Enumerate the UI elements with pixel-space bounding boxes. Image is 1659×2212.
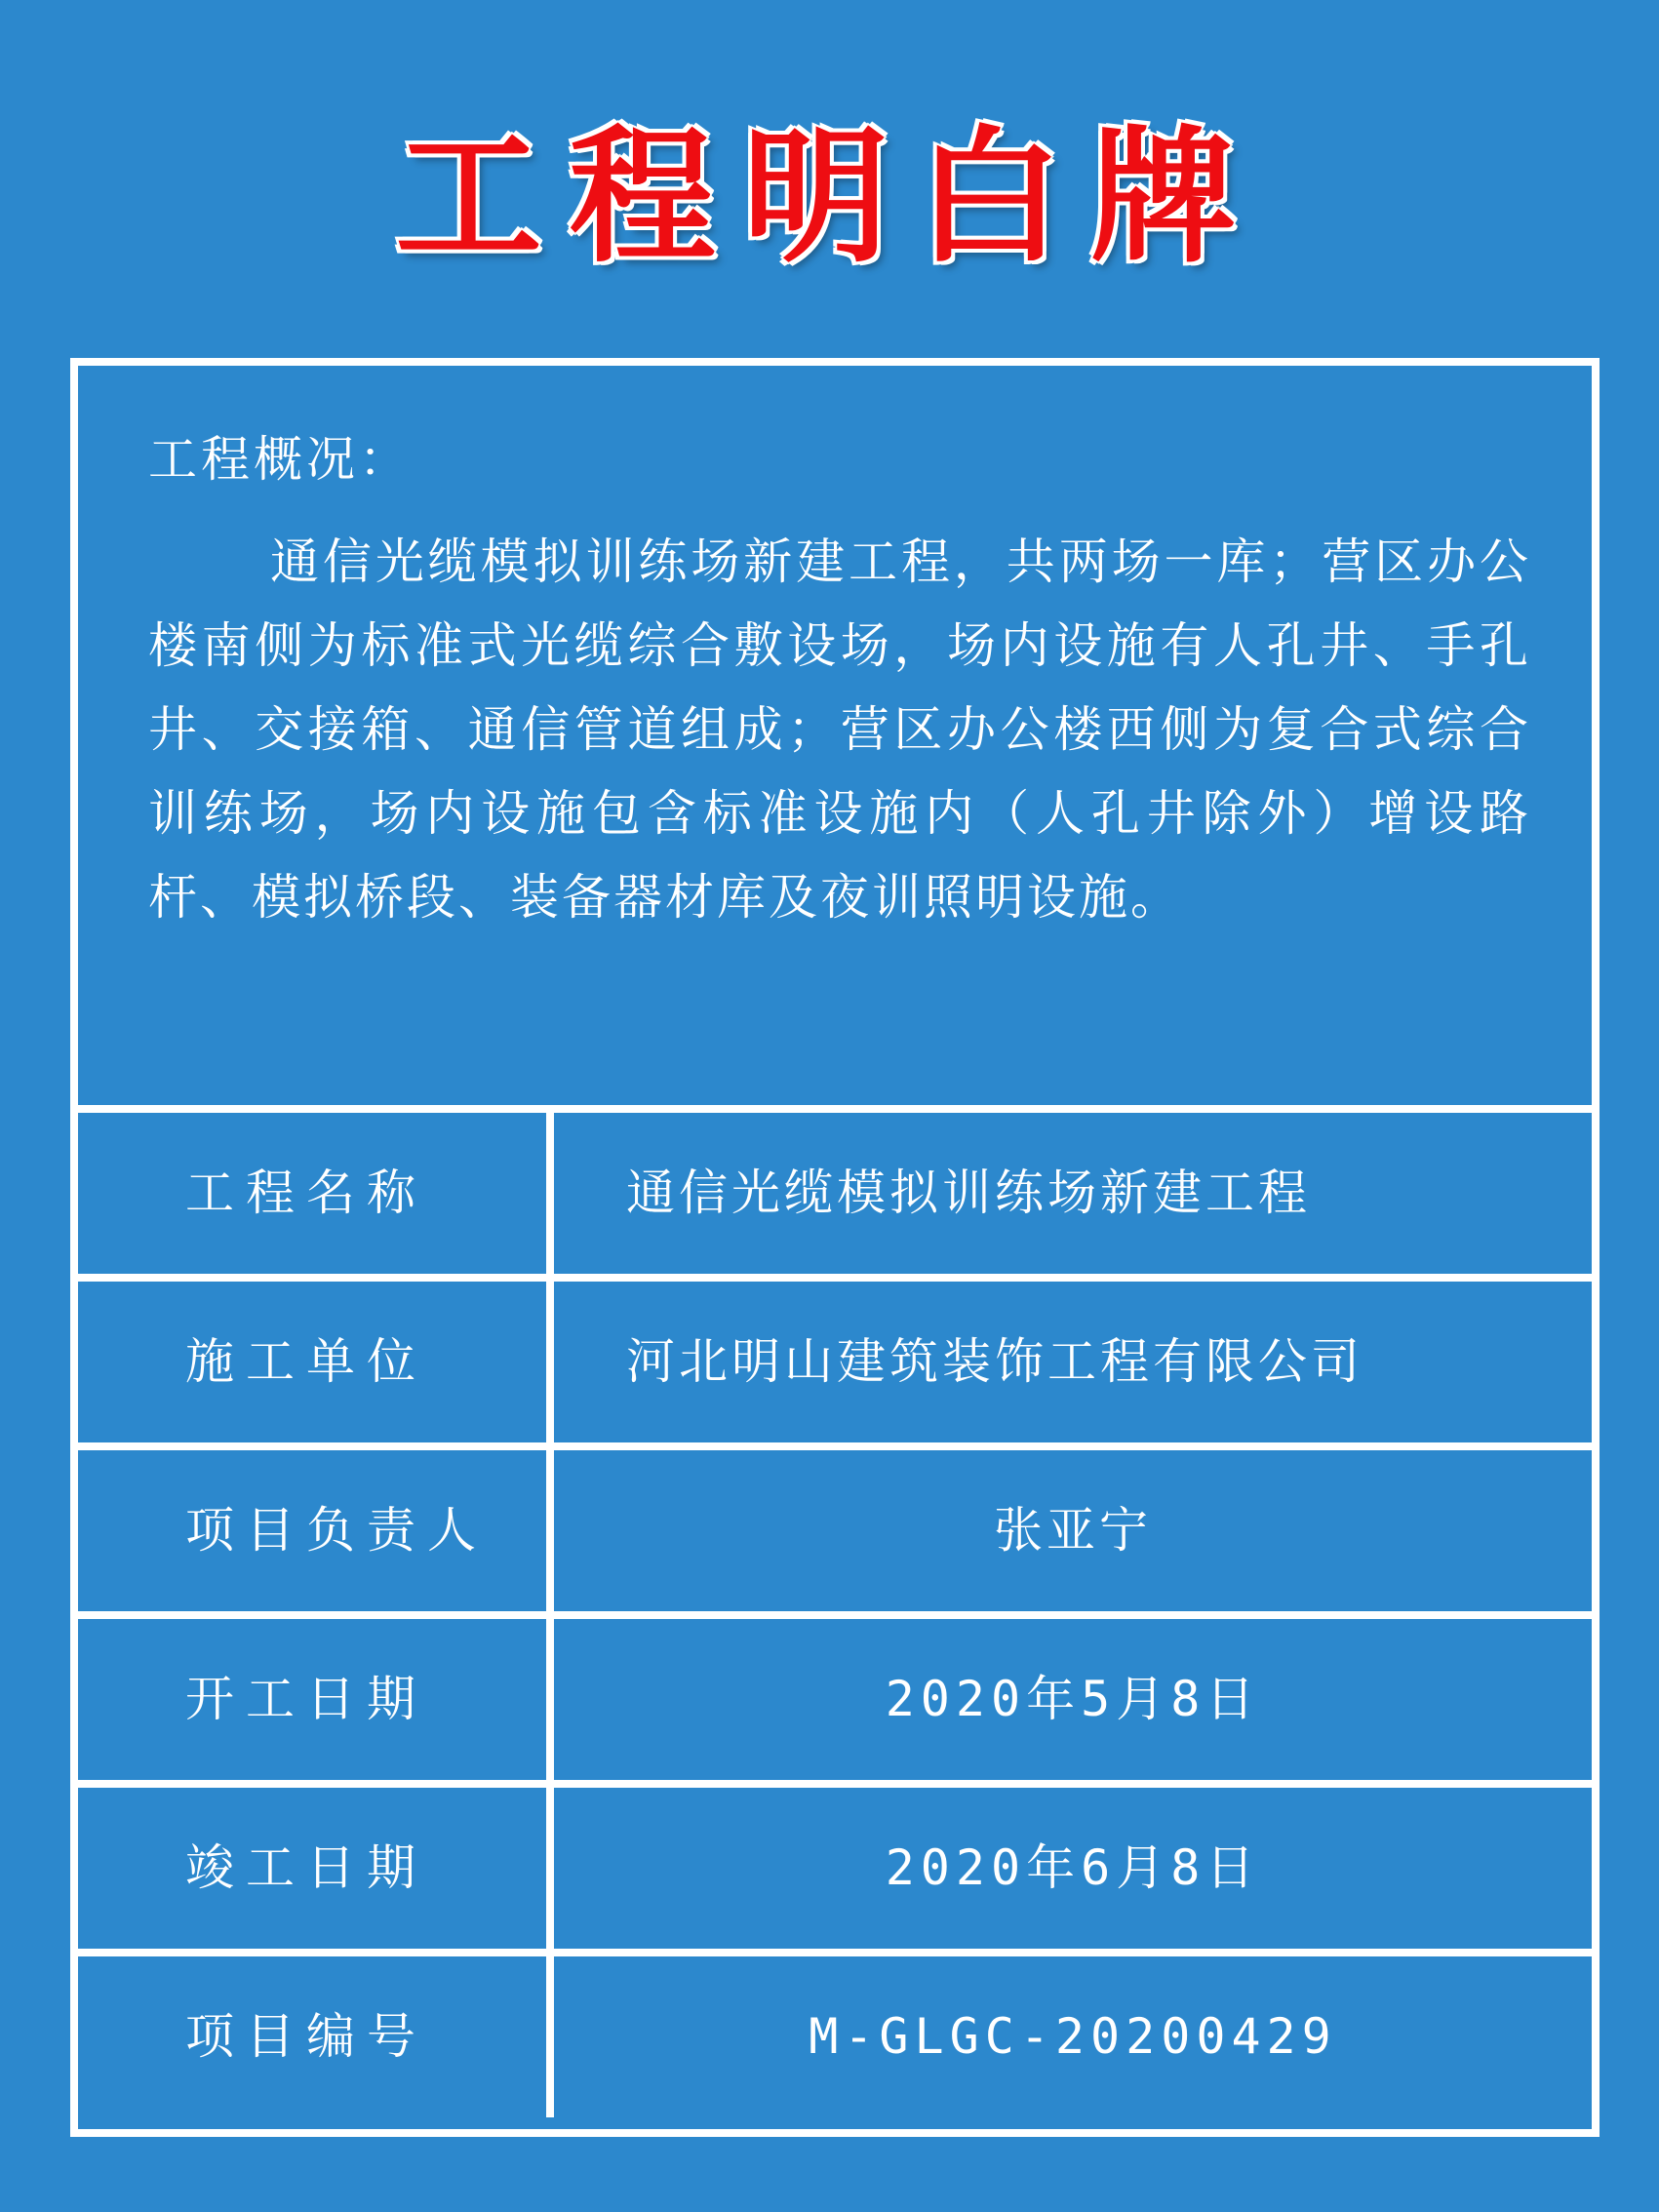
- contractor-label: 施工单位: [185, 1333, 427, 1390]
- row-value-cell: [554, 1450, 1592, 1611]
- info-board: [70, 358, 1600, 2137]
- overview-body: 通信光缆模拟训练场新建工程，共两场一库；营区办公楼南侧为标准式光缆综合敷设场，场内设施有人孔井、手孔井、交接箱、通信管道组成；营区办公楼西侧为复合式综合训练场，场内设施包含标准设施内（人孔井除外）增设路杆、模拟桥段、装备器材库及夜训照明设施。: [148, 533, 1531, 926]
- row-label-cell: [78, 1956, 554, 2117]
- overview-heading: 工程概况：: [148, 431, 412, 488]
- table-row-start-date: [78, 1619, 1592, 1788]
- overview-section: [78, 366, 1592, 1113]
- row-value-cell: [554, 1788, 1592, 1949]
- row-label-cell: [78, 1619, 554, 1780]
- start-date-label: 开工日期: [185, 1671, 427, 1727]
- completion-date-label: 竣工日期: [185, 1839, 427, 1896]
- project-name-label: 工程名称: [185, 1165, 427, 1221]
- row-value-cell: [554, 1619, 1592, 1780]
- row-label-cell: [78, 1450, 554, 1611]
- table-row-manager: [78, 1450, 1592, 1619]
- row-value-cell: [554, 1282, 1592, 1442]
- manager-value: 张亚宁: [994, 1502, 1152, 1559]
- info-table: [78, 1113, 1592, 2117]
- project-number-value: M-GLGC-20200429: [809, 2008, 1337, 2065]
- row-label-cell: [78, 1788, 554, 1949]
- row-label-cell: [78, 1113, 554, 1274]
- row-value-cell: [554, 1956, 1592, 2117]
- row-value-cell: [554, 1113, 1592, 1274]
- project-number-label: 项目编号: [185, 2008, 427, 2065]
- completion-date-value: 2020年6月8日: [885, 1839, 1261, 1896]
- table-row-project-number: [78, 1956, 1592, 2117]
- board-title: 工程明白牌: [395, 113, 1264, 283]
- table-row-completion-date: [78, 1788, 1592, 1956]
- start-date-value: 2020年5月8日: [885, 1671, 1261, 1727]
- table-row-project-name: [78, 1113, 1592, 1282]
- contractor-value: 河北明山建筑装饰工程有限公司: [626, 1333, 1363, 1390]
- row-label-cell: [78, 1282, 554, 1442]
- project-name-value: 通信光缆模拟训练场新建工程: [626, 1165, 1311, 1221]
- table-row-contractor: [78, 1282, 1592, 1450]
- manager-label: 项目负责人: [185, 1502, 488, 1559]
